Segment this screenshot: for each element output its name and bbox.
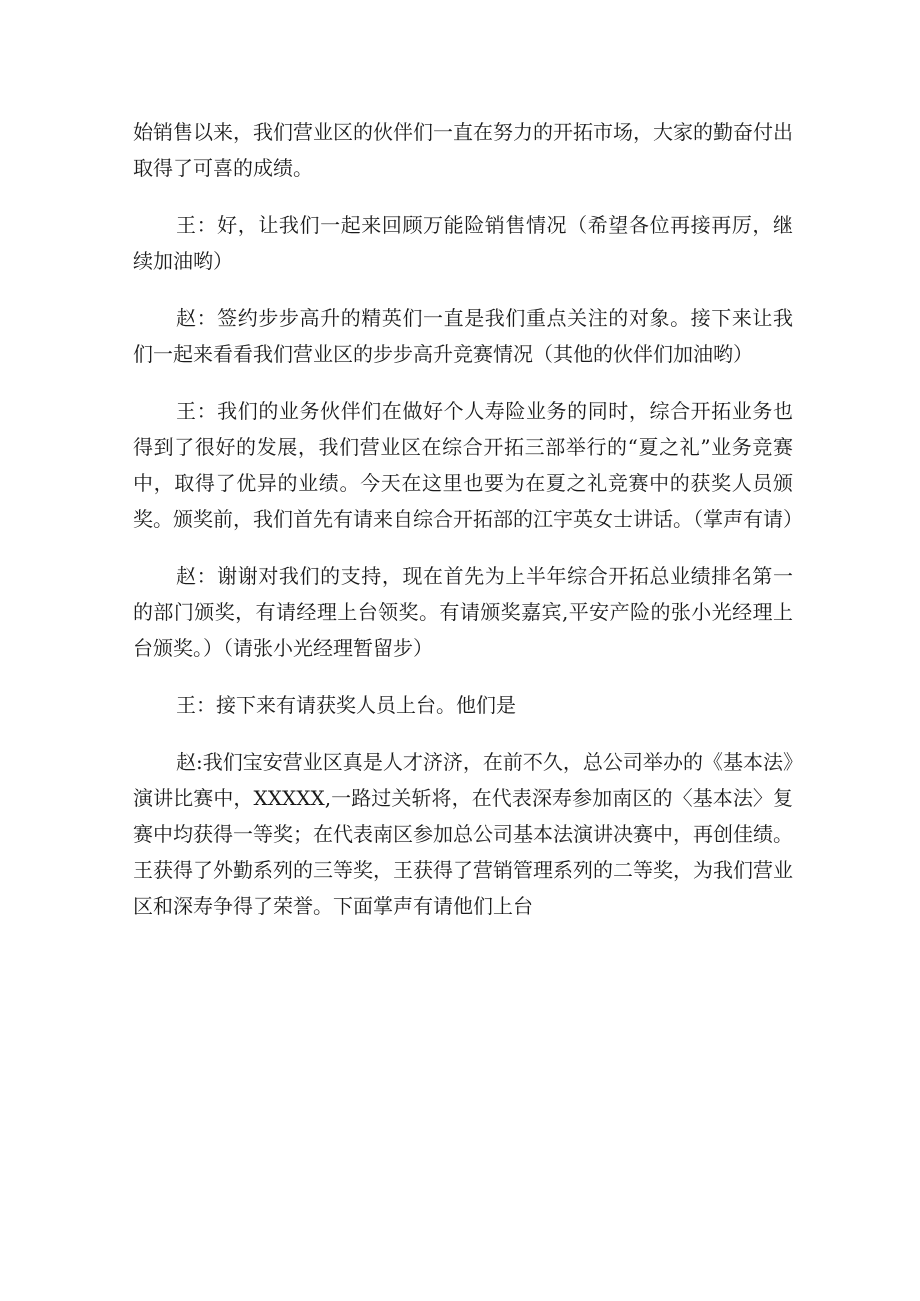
- paragraph-zhao-thanks: 赵：谢谢对我们的支持，现在首先为上半年综合开拓总业绩排名第一的部门颁奖，有请经理上台领奖。有请颁奖嘉宾,平安产险的张小光经理上台颁奖。）（请张小光经理暂留步）: [133, 564, 793, 660]
- paragraph-wang-winners: 王：接下来有请获奖人员上台。他们是: [176, 693, 516, 717]
- paragraph-continuation: 始销售以来，我们营业区的伙伴们一直在努力的开拓市场，大家的勤奋付出取得了可喜的成绩。: [133, 120, 793, 180]
- paragraph-zhao-speech-contest: 赵:我们宝安营业区真是人才济济，在前不久，总公司举办的《基本法》演讲比赛中，XXXXX,一路过关斩将，在代表深寿参加南区的〈基本法〉复赛中均获得一等奖；在代表南区参加总公司基本法演讲决赛中，再创佳绩。王获得了外勤系列的三等奖，王获得了营销管理系列的二等奖，为我们营业区和深寿争得了荣誉。下面掌声有请他们上台: [133, 750, 793, 918]
- paragraph-wang-award: 王：我们的业务伙伴们在做好个人寿险业务的同时，综合开拓业务也得到了很好的发展，我们营业区在综合开拓三部举行的“夏之礼”业务竞赛中，取得了优异的业绩。今天在这里也要为在夏之礼竞赛中的获奖人员颁奖。颁奖前，我们首先有请来自综合开拓部的江宇英女士讲话。（掌声有请）: [133, 399, 803, 531]
- paragraph-wang-review: 王：好，让我们一起来回顾万能险销售情况（希望各位再接再厉，继续加油哟）: [133, 213, 793, 273]
- document-body: [133, 114, 803, 945]
- paragraph-zhao-elite: 赵：签约步步高升的精英们一直是我们重点关注的对象。接下来让我们一起来看看我们营业区的步步高升竞赛情况（其他的伙伴们加油哟）: [133, 306, 793, 366]
